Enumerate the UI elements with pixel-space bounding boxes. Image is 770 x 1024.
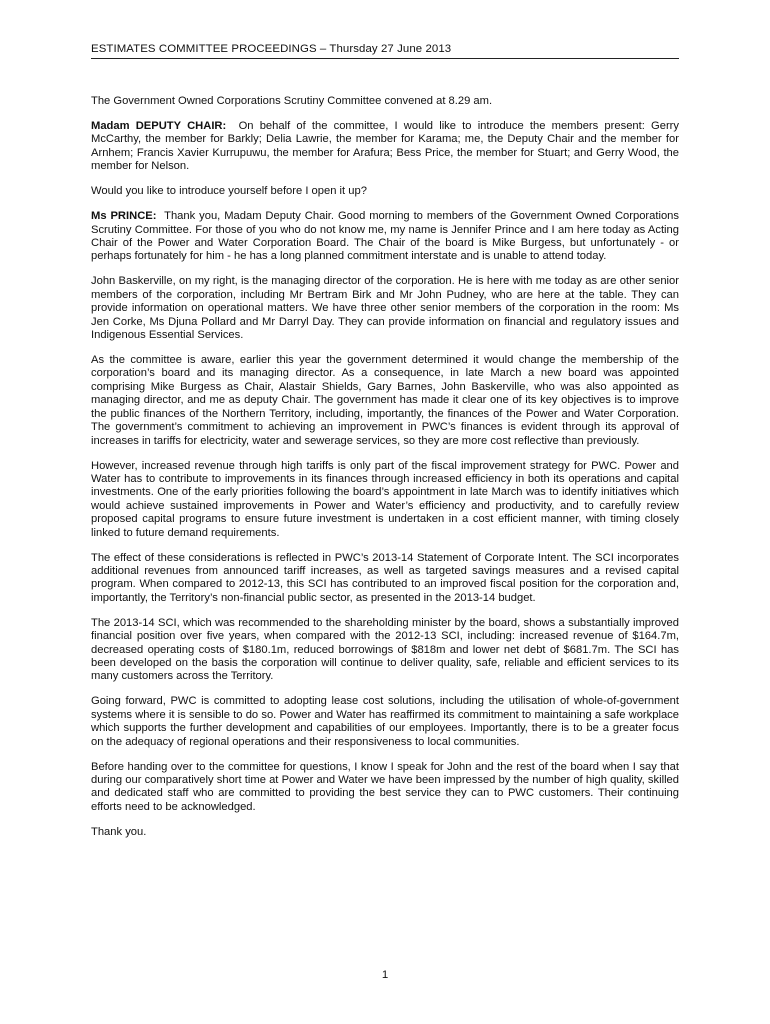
paragraph-deputy-chair-intro	[91, 120, 679, 174]
paragraph-text: Going forward, PWC is committed to adopting lease cost solutions, including the utilisation of whole-of-government systems where it is sensible to do so. Power and Water has reaffirmed its commitment to maintaining a safe workplace which supports the further development and capabilities of our employees. Importantly, there is to be a greater focus on the adequacy of regional operations and their responsiveness to local communities.	[91, 695, 679, 748]
paragraph-baskerville	[91, 275, 679, 342]
paragraph-text: Thank you, Madam Deputy Chair. Good morning to members of the Government Owned Corporations Scrutiny Committee. For those of you who do not know me, my name is Jennifer Prince and I am here today as Acting Chair of the Power and Water Corporation Board. The Chair of the board is Mike Burgess, but unfortunately - or perhaps fortunately for him - he has a long planned commitment interstate and is unable to attend today.	[91, 210, 680, 263]
paragraph-fiscal-strategy	[91, 460, 679, 540]
paragraph-question	[91, 185, 679, 198]
paragraph-sci-effect	[91, 552, 679, 606]
paragraph-staff-acknowledgement	[91, 761, 679, 815]
paragraph-sci-financials	[91, 617, 679, 684]
paragraph-text: The effect of these considerations is reflected in PWC’s 2013-14 Statement of Corporate Intent. The SCI incorporates additional revenues from announced tariff increases, as well as targeted savings measures and a revised capital program. When compared to 2012-13, this SCI has contributed to an improved fiscal position for the corporation and, importantly, the Territory’s non-financial public sector, as presented in the 2013-14 budget.	[91, 551, 679, 604]
paragraph-prince-intro	[91, 210, 679, 264]
paragraph-text: Before handing over to the committee for questions, I know I speak for John and the rest of the board when I say that during our comparatively short time at Power and Water we have been impressed by the number of high quality, skilled and dedicated staff who are committed to providing the best service they can to PWC customers. Their continuing efforts need to be acknowledged.	[91, 760, 679, 813]
paragraph-text: Would you like to introduce yourself before I open it up?	[91, 185, 367, 198]
document-body	[91, 95, 679, 851]
paragraph-text: The 2013-14 SCI, which was recommended to the shareholding minister by the board, shows a substantially improved financial position over five years, when compared with the 2012-13 SCI, including: increased revenue of $164.7m, decreased operating costs of $180.1m, reduced borrowings of $818m and lower net debt of $681.7m. The SCI has been developed on the basis the corporation will continue to deliver quality, safe, reliable and efficient services to its many customers across the Territory.	[91, 616, 679, 683]
speaker-name: Ms PRINCE:	[91, 210, 157, 223]
speaker-name: Madam DEPUTY CHAIR:	[91, 120, 227, 132]
paragraph-going-forward	[91, 695, 679, 749]
paragraph-text: However, increased revenue through high tariffs is only part of the fiscal improvement strategy for PWC. Power and Water has to contribute to improvements in its finances through increased efficiency in both its operations and capital investments. One of the early priorities following the board’s appointment in late March was to identify initiatives which would achieve sustained improvements in Power and Water’s efficiency and productivity, and to carefully review proposed capital programs to ensure future investment is undertaken in a cost efficient manner, with timing closely linked to future demand requirements.	[91, 459, 679, 539]
paragraph-board-changes	[91, 354, 679, 448]
paragraph-text: The Government Owned Corporations Scrutiny Committee convened at 8.29 am.	[91, 95, 493, 107]
paragraph-text: Thank you.	[91, 825, 147, 838]
page-number: 1	[381, 969, 389, 981]
paragraph-text: John Baskerville, on my right, is the managing director of the corporation. He is here with me today as are other senior members of the corporation, including Mr Bertram Birk and Mr John Pudney, who are here at the table. They can provide information on operational matters. We have three other senior members of the corporation in the room: Ms Jen Corke, Ms Djuna Pollard and Mr Darryl Day. They can provide information on financial and regulatory issues and Indigenous Essential Services.	[91, 275, 679, 342]
paragraph-text: On behalf of the committee, I would like to introduce the members present: Gerry McCarthy, the member for Barkly; Delia Lawrie, the member for Karama; me, the Deputy Chair and the member for Arnhem; Francis Xavier Kurrupuwu, the member for Arafura; Bess Price, the member for Stuart; and Gerry Wood, the member for Nelson.	[91, 120, 680, 173]
paragraph-thank-you	[91, 826, 679, 839]
page-header: ESTIMATES COMMITTEE PROCEEDINGS – Thursday 27 June 2013	[91, 43, 452, 55]
paragraph-convened	[91, 95, 679, 108]
paragraph-text: As the committee is aware, earlier this year the government determined it would change the membership of the corporation’s board and its managing director. As a consequence, in late March a new board was appointed comprising Mike Burgess as Chair, Alastair Shields, Gary Barnes, John Baskerville, who was also appointed as managing director, and me as deputy Chair. The government has made it clear one of its key objectives is to improve the public finances of the Northern Territory, including, importantly, the finances of the Power and Water Corporation. The government’s commitment to achieving an improvement in PWC’s finances is evident through its approval of increases in tariffs for electricity, water and sewerage services, so they are more cost reflective than previously.	[91, 354, 679, 447]
header-divider	[91, 58, 679, 59]
